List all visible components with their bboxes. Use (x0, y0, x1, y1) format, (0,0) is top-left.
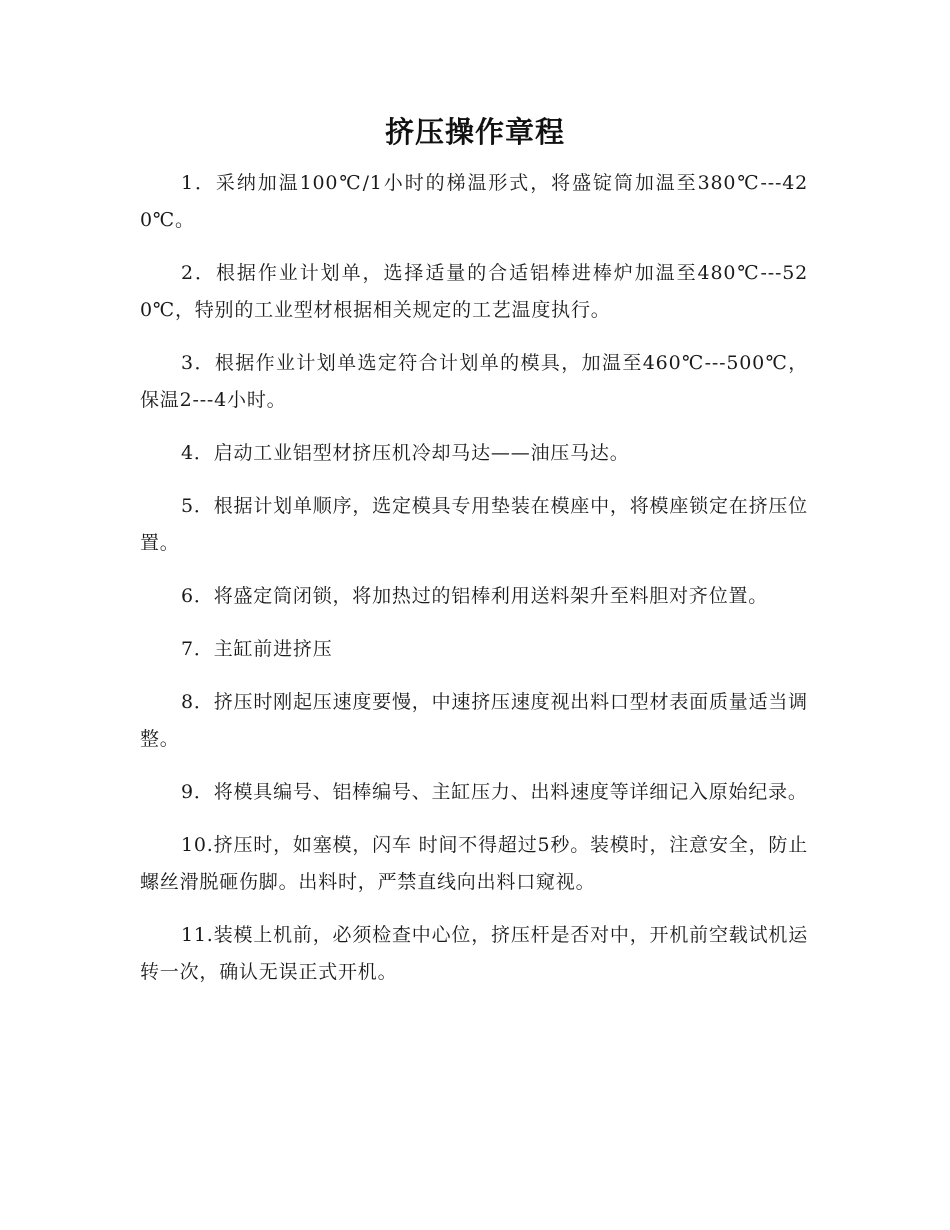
document-title: 挤压操作章程 (384, 115, 565, 149)
paragraph-7: 7．主缸前进挤压 (181, 638, 333, 660)
paragraph-11: 11.装模上机前，必须检查中心位，挤压杆是否对中，开机前空载试机运转一次，确认无误正式开机。 (140, 924, 808, 983)
paragraph-2: 2．根据作业计划单，选择适量的合适铝棒进棒炉加温至480℃---520℃，特别的工业型材根据相关规定的工艺温度执行。 (140, 262, 808, 321)
paragraph-9: 9．将模具编号、铝棒编号、主缸压力、出料速度等详细记入原始纪录。 (181, 781, 808, 803)
paragraph-10: 10.挤压时，如塞模，闪车 时间不得超过5秒。装模时，注意安全，防止螺丝滑脱砸伤脚。出料时，严禁直线向出料口窥视。 (140, 834, 808, 893)
paragraph-8: 8．挤压时刚起压速度要慢，中速挤压速度视出料口型材表面质量适当调整。 (140, 691, 808, 750)
paragraph-6: 6．将盛定筒闭锁，将加热过的铝棒利用送料架升至料胆对齐位置。 (181, 585, 769, 607)
paragraph-3: 3．根据作业计划单选定符合计划单的模具，加温至460℃---500℃，保温2---4小时。 (140, 352, 808, 411)
paragraph-4: 4．启动工业铝型材挤压机冷却马达——油压马达。 (181, 442, 630, 464)
paragraph-5: 5．根据计划单顺序，选定模具专用垫装在模座中，将模座锁定在挤压位置。 (140, 495, 808, 554)
paragraph-1: 1．采纳加温100℃/1小时的梯温形式，将盛锭筒加温至380℃---420℃。 (140, 172, 808, 231)
document-body (140, 165, 808, 1007)
